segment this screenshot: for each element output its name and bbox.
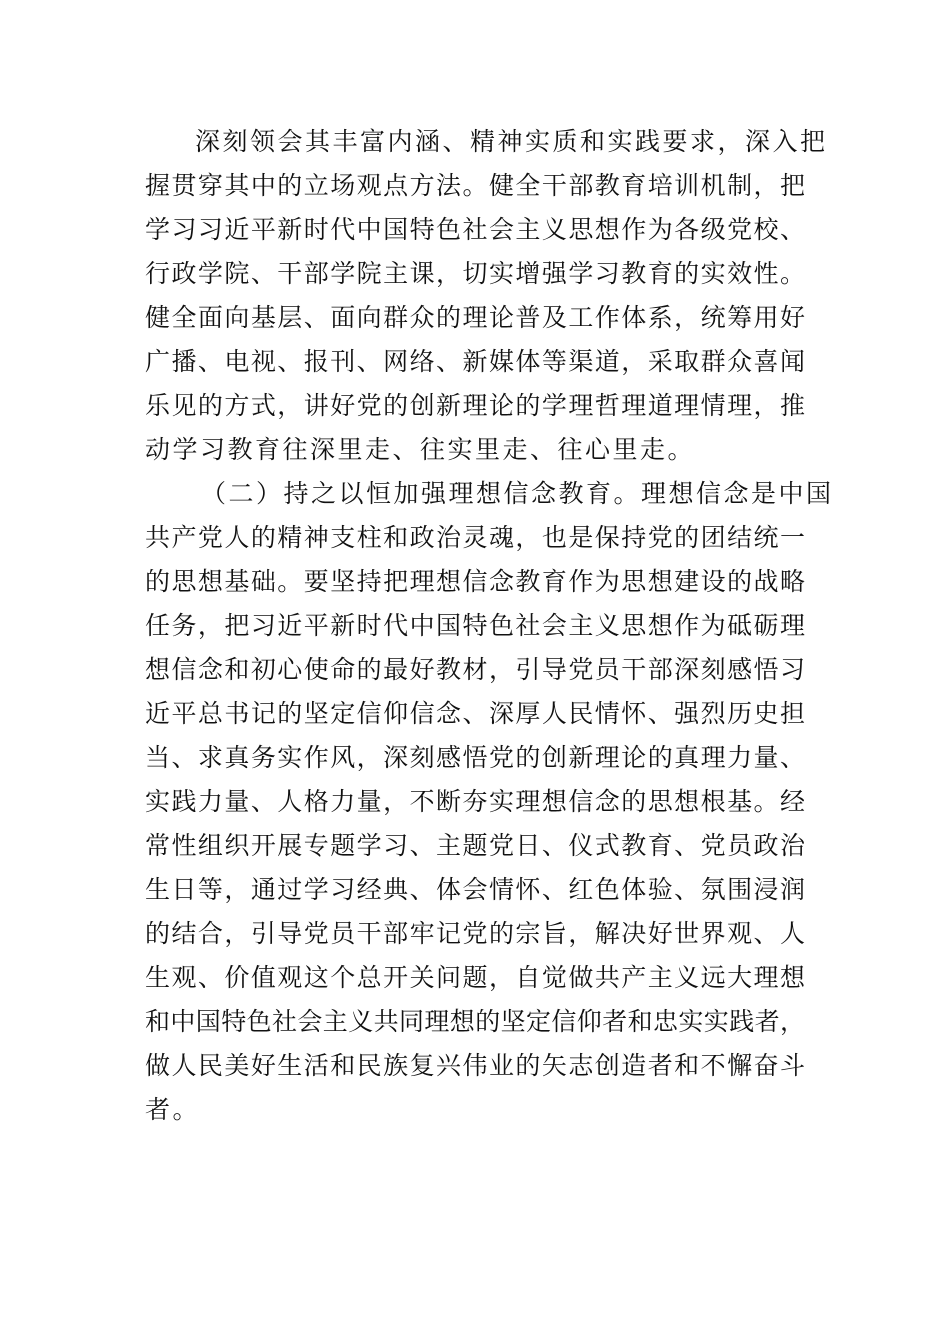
paragraph-line: 行政学院、干部学院主课，切实增强学习教育的实效性。 [145, 259, 805, 288]
paragraph-line: 广播、电视、报刊、网络、新媒体等渠道，采取群众喜闻 [145, 347, 805, 376]
paragraph-1 [145, 120, 828, 472]
paragraph-line: 乐见的方式，讲好党的创新理论的学理哲理道理情理，推 [145, 391, 805, 420]
paragraph-line: 学习习近平新时代中国特色社会主义思想作为各级党校、 [145, 215, 805, 244]
paragraph-line: 近平总书记的坚定信仰信念、深厚人民情怀、强烈历史担 [145, 699, 805, 728]
paragraph-line: 的思想基础。要坚持把理想信念教育作为思想建设的战略 [145, 567, 805, 596]
paragraph-2 [145, 472, 834, 1132]
paragraph-line: 的结合，引导党员干部牢记党的宗旨，解决好世界观、人 [145, 919, 805, 948]
paragraph-line: 健全面向基层、面向群众的理论普及工作体系，统筹用好 [145, 303, 805, 332]
paragraph-line: 任务，把习近平新时代中国特色社会主义思想作为砥砺理 [145, 611, 805, 640]
paragraph-line: 共产党人的精神支柱和政治灵魂，也是保持党的团结统一 [145, 523, 805, 552]
paragraph-line: 者。 [145, 1095, 201, 1124]
paragraph-line: 常性组织开展专题学习、主题党日、仪式教育、党员政治 [145, 831, 805, 860]
paragraph-line: 当、求真务实作风，深刻感悟党的创新理论的真理力量、 [145, 743, 805, 772]
paragraph-line: 握贯穿其中的立场观点方法。健全干部教育培训机制，把 [145, 171, 805, 200]
paragraph-line: （二）持之以恒加强理想信念教育。理想信念是中国 [201, 479, 834, 508]
paragraph-line: 深刻领会其丰富内涵、精神实质和实践要求，深入把 [195, 127, 828, 156]
paragraph-line: 生日等，通过学习经典、体会情怀、红色体验、氛围浸润 [145, 875, 805, 904]
paragraph-line: 实践力量、人格力量，不断夯实理想信念的思想根基。经 [145, 787, 805, 816]
paragraph-line: 动学习教育往深里走、往实里走、往心里走。 [145, 435, 696, 464]
paragraph-line: 想信念和初心使命的最好教材，引导党员干部深刻感悟习 [145, 655, 805, 684]
paragraph-line: 生观、价值观这个总开关问题，自觉做共产主义远大理想 [145, 963, 805, 992]
paragraph-line: 做人民美好生活和民族复兴伟业的矢志创造者和不懈奋斗 [145, 1051, 805, 1080]
paragraph-line: 和中国特色社会主义共同理想的坚定信仰者和忠实实践者， [145, 1007, 805, 1036]
